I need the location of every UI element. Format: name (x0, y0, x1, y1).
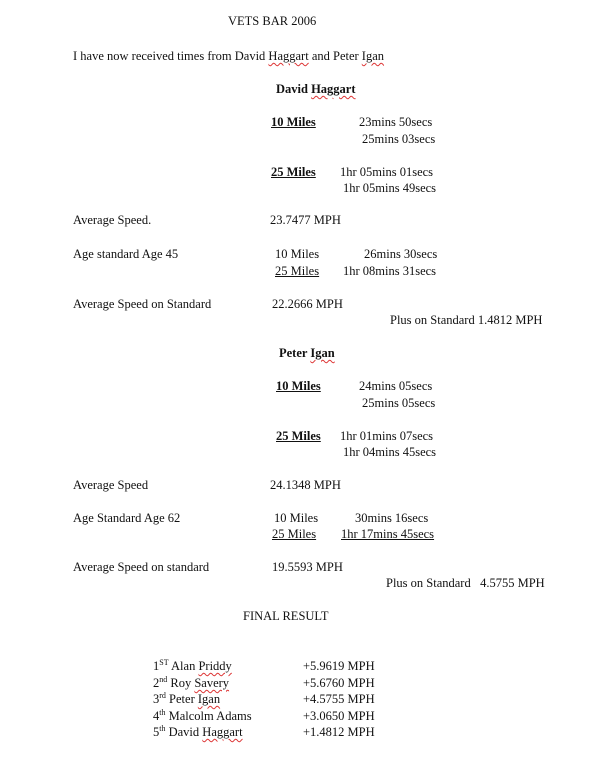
peter-last: Igan (310, 346, 335, 360)
david-std-10-label: 10 Miles (275, 247, 320, 261)
rider-last: Savery (194, 676, 230, 690)
david-10-time-2: 25mins 03secs (362, 132, 436, 146)
peter-heading (279, 346, 335, 361)
peter-10-time-1: 24mins 05secs (359, 379, 433, 393)
david-last: Haggart (311, 82, 356, 96)
peter-avg-std-value: 19.5593 MPH (272, 560, 343, 574)
intro-line (73, 49, 384, 64)
rank-number: 1 (153, 659, 160, 673)
peter-std-25-label: 25 Miles (272, 527, 317, 541)
final-row-2 (153, 676, 229, 691)
david-10-time-1: 23mins 50secs (359, 115, 433, 129)
rank-number: 5 (153, 725, 160, 739)
david-avg-std-label: Average Speed on Standard (73, 297, 212, 311)
rank-number: 4 (153, 709, 160, 723)
david-avg-std-value: 22.2666 MPH (272, 297, 343, 311)
david-std-25-label: 25 Miles (275, 264, 320, 278)
rider-first: Malcolm Adams (165, 709, 252, 723)
peter-25-time-1: 1hr 01mins 07secs (340, 429, 434, 443)
final-value-5: +1.4812 MPH (303, 725, 375, 739)
rider-first: David (165, 725, 203, 739)
rank-suffix: rd (159, 690, 166, 700)
peter-std-10-time: 30mins 16secs (355, 511, 429, 525)
final-row-5 (153, 725, 243, 740)
final-value-2: +5.6760 MPH (303, 676, 375, 690)
peter-age-label: Age Standard Age 62 (73, 511, 181, 525)
rider-first: Roy (167, 676, 195, 690)
final-row-3 (153, 692, 220, 707)
rank-suffix: ST (159, 657, 169, 667)
peter-avg-std-label: Average Speed on standard (73, 560, 210, 574)
final-value-1: +5.9619 MPH (303, 659, 375, 673)
david-avg-label: Average Speed. (73, 213, 152, 227)
david-plus-std: Plus on Standard 1.4812 MPH (390, 313, 543, 327)
final-value-4: +3.0650 MPH (303, 709, 375, 723)
intro-mid: and Peter (308, 49, 362, 63)
david-std-25-time: 1hr 08mins 31secs (343, 264, 437, 278)
david-heading (276, 82, 356, 97)
peter-10-time-2: 25mins 05secs (362, 396, 436, 410)
david-25-label: 25 Miles (271, 165, 316, 179)
rank-number: 2 (153, 676, 160, 690)
rider-last: Priddy (198, 659, 232, 673)
rank-suffix: nd (159, 674, 168, 684)
peter-std-25-time: 1hr 17mins 45secs (341, 527, 435, 541)
final-value-3: +4.5755 MPH (303, 692, 375, 706)
peter-std-10-label: 10 Miles (274, 511, 319, 525)
peter-plus-std: Plus on Standard 4.5755 MPH (386, 576, 545, 590)
intro-name-1: Haggart (268, 49, 309, 63)
final-row-1 (153, 659, 232, 674)
david-first: David (276, 82, 312, 96)
rank-number: 3 (153, 692, 160, 706)
peter-10-label: 10 Miles (276, 379, 321, 393)
document-title: VETS BAR 2006 (228, 14, 317, 28)
rider-last: Haggart (202, 725, 243, 739)
david-avg-value: 23.7477 MPH (270, 213, 341, 227)
david-10-label: 10 Miles (271, 115, 316, 129)
david-age-label: Age standard Age 45 (73, 247, 179, 261)
rider-last: Igan (197, 692, 221, 706)
rank-suffix: th (159, 723, 166, 733)
intro-text: I have now received times from David (73, 49, 269, 63)
rank-suffix: th (159, 707, 166, 717)
rider-first: Peter (165, 692, 198, 706)
david-std-10-time: 26mins 30secs (364, 247, 438, 261)
peter-avg-label: Average Speed (73, 478, 149, 492)
david-25-time-1: 1hr 05mins 01secs (340, 165, 434, 179)
peter-avg-value: 24.1348 MPH (270, 478, 341, 492)
final-row-4 (153, 709, 252, 724)
intro-name-2: Igan (361, 49, 385, 63)
final-heading: FINAL RESULT (243, 609, 329, 623)
peter-25-time-2: 1hr 04mins 45secs (343, 445, 437, 459)
david-25-time-2: 1hr 05mins 49secs (343, 181, 437, 195)
peter-first: Peter (279, 346, 311, 360)
rider-first: Alan (168, 659, 199, 673)
peter-25-label: 25 Miles (276, 429, 321, 443)
